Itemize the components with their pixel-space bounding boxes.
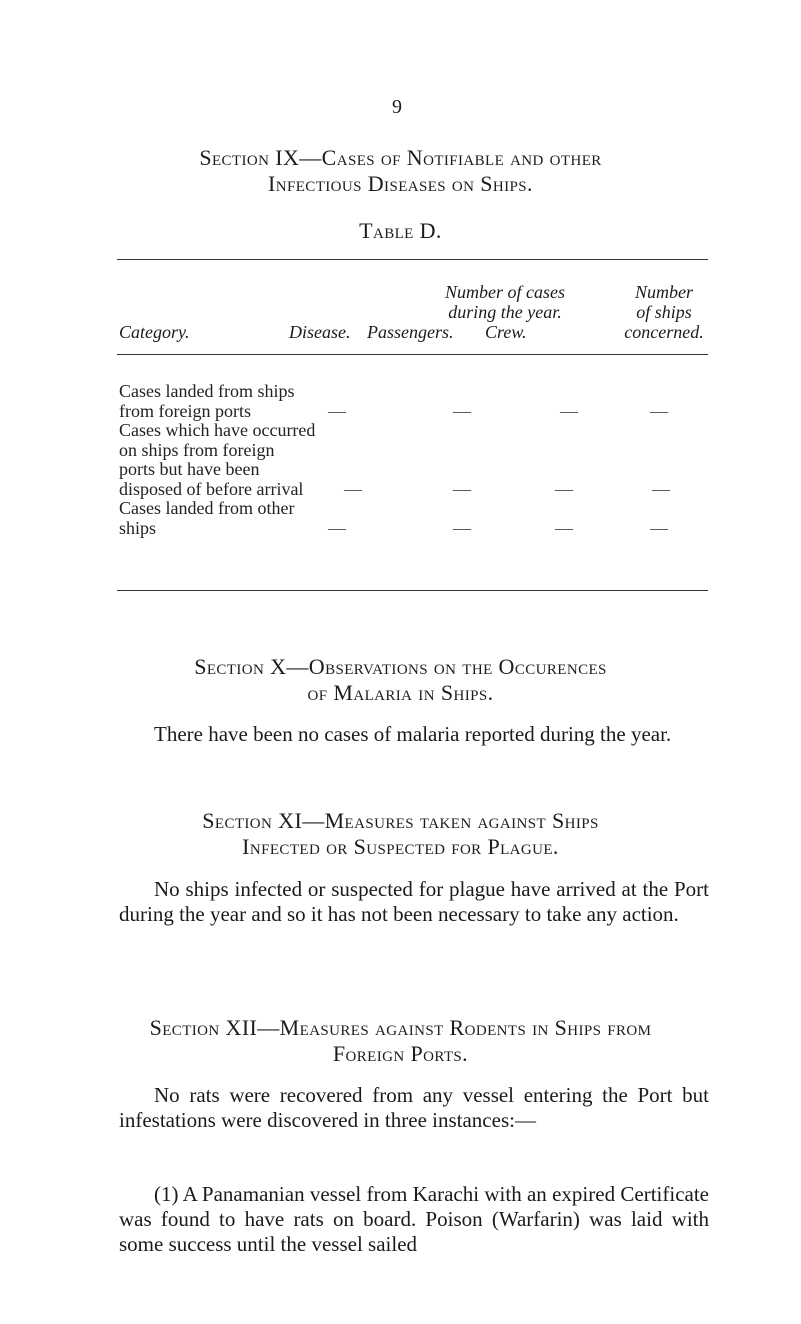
header-category: Category. <box>119 322 190 342</box>
section-10-text: There have been no cases of malaria reported during the year. <box>154 722 672 746</box>
header-crew: Crew. <box>485 322 527 342</box>
section-10-title-line1: Section X—Observations on the Occurences <box>194 654 607 679</box>
table-bottom-rule <box>117 590 708 591</box>
table-row-3-crew: — <box>555 518 573 538</box>
section-10-title-line2: of Malaria in Ships. <box>307 680 494 705</box>
section-11-title-line2: Infected or Suspected for Plague. <box>242 834 559 859</box>
header-ships-line2: of ships <box>636 302 692 322</box>
section-12-text: No rats were recovered from any vessel entering the Port but infestations were discovered in three instances:— <box>119 1083 709 1132</box>
section-9-title-line1: Section IX—Cases of Notifiable and other <box>199 145 602 170</box>
table-row-3-line1: Cases landed from other <box>119 498 295 518</box>
section-11-heading <box>40 808 761 860</box>
table-title: Table D. <box>359 218 442 243</box>
page-number: 9 <box>392 96 402 118</box>
table-row-1-crew: — <box>560 401 578 421</box>
table-row-1-line1: Cases landed from ships <box>119 381 295 401</box>
section-9-title-line2: Infectious Diseases on Ships. <box>268 171 533 196</box>
section-9-heading <box>40 145 761 197</box>
table-row-1-category <box>119 382 339 421</box>
table-row-1-line2: from foreign ports <box>119 400 251 421</box>
table-row-2-passengers: — <box>453 479 471 499</box>
table-row-3-passengers: — <box>453 518 471 538</box>
table-top-rule <box>117 259 708 260</box>
table-row-2-crew: — <box>555 479 573 499</box>
table-row-3-line2: ships <box>119 517 157 538</box>
table-header-rule <box>117 354 708 355</box>
table-row-2-line3: ports but have been <box>119 459 260 480</box>
section-11-text: No ships infected or suspected for plague have arrived at the Port during the year and so it has not been necessary to take any action. <box>119 877 709 926</box>
header-ships <box>612 282 716 342</box>
table-row-2-line1: Cases which have occurred <box>119 420 316 440</box>
table-row-3-category <box>119 499 339 538</box>
table-row-3-ships: — <box>650 518 668 538</box>
section-12-title-line1: Section XII—Measures against Rodents in Ships from <box>149 1015 652 1040</box>
table-row-1-passengers: — <box>453 401 471 421</box>
table-row-3-disease: — <box>328 518 346 538</box>
header-disease: Disease. <box>289 322 351 342</box>
header-ships-line1: Number <box>635 282 693 302</box>
header-ships-line3: concerned. <box>624 322 704 342</box>
section-10-heading <box>40 654 761 706</box>
table-row-1-ships: — <box>650 401 668 421</box>
table-row-2-line2: on ships from foreign <box>119 439 275 460</box>
table-row-1-disease: — <box>328 401 346 421</box>
header-cases-group <box>405 282 605 322</box>
section-12-heading <box>40 1015 761 1067</box>
header-cases-line1: Number of cases <box>445 282 565 302</box>
header-passengers: Passengers. <box>367 322 454 342</box>
header-cases-line2: during the year. <box>448 302 562 322</box>
section-12-item-1: (1) A Panamanian vessel from Karachi with an expired Certificate was found to have rats on board. Poison (Warfarin) was laid with some success until the vessel sailed <box>119 1182 709 1256</box>
section-11-title-line1: Section XI—Measures taken against Ships <box>202 808 599 833</box>
table-row-2-line4: disposed of before arrival <box>119 478 304 499</box>
table-row-2-category <box>119 421 339 499</box>
table-row-2-ships: — <box>652 479 670 499</box>
section-12-title-line2: Foreign Ports. <box>332 1041 469 1066</box>
table-row-2-disease: — <box>344 479 362 499</box>
